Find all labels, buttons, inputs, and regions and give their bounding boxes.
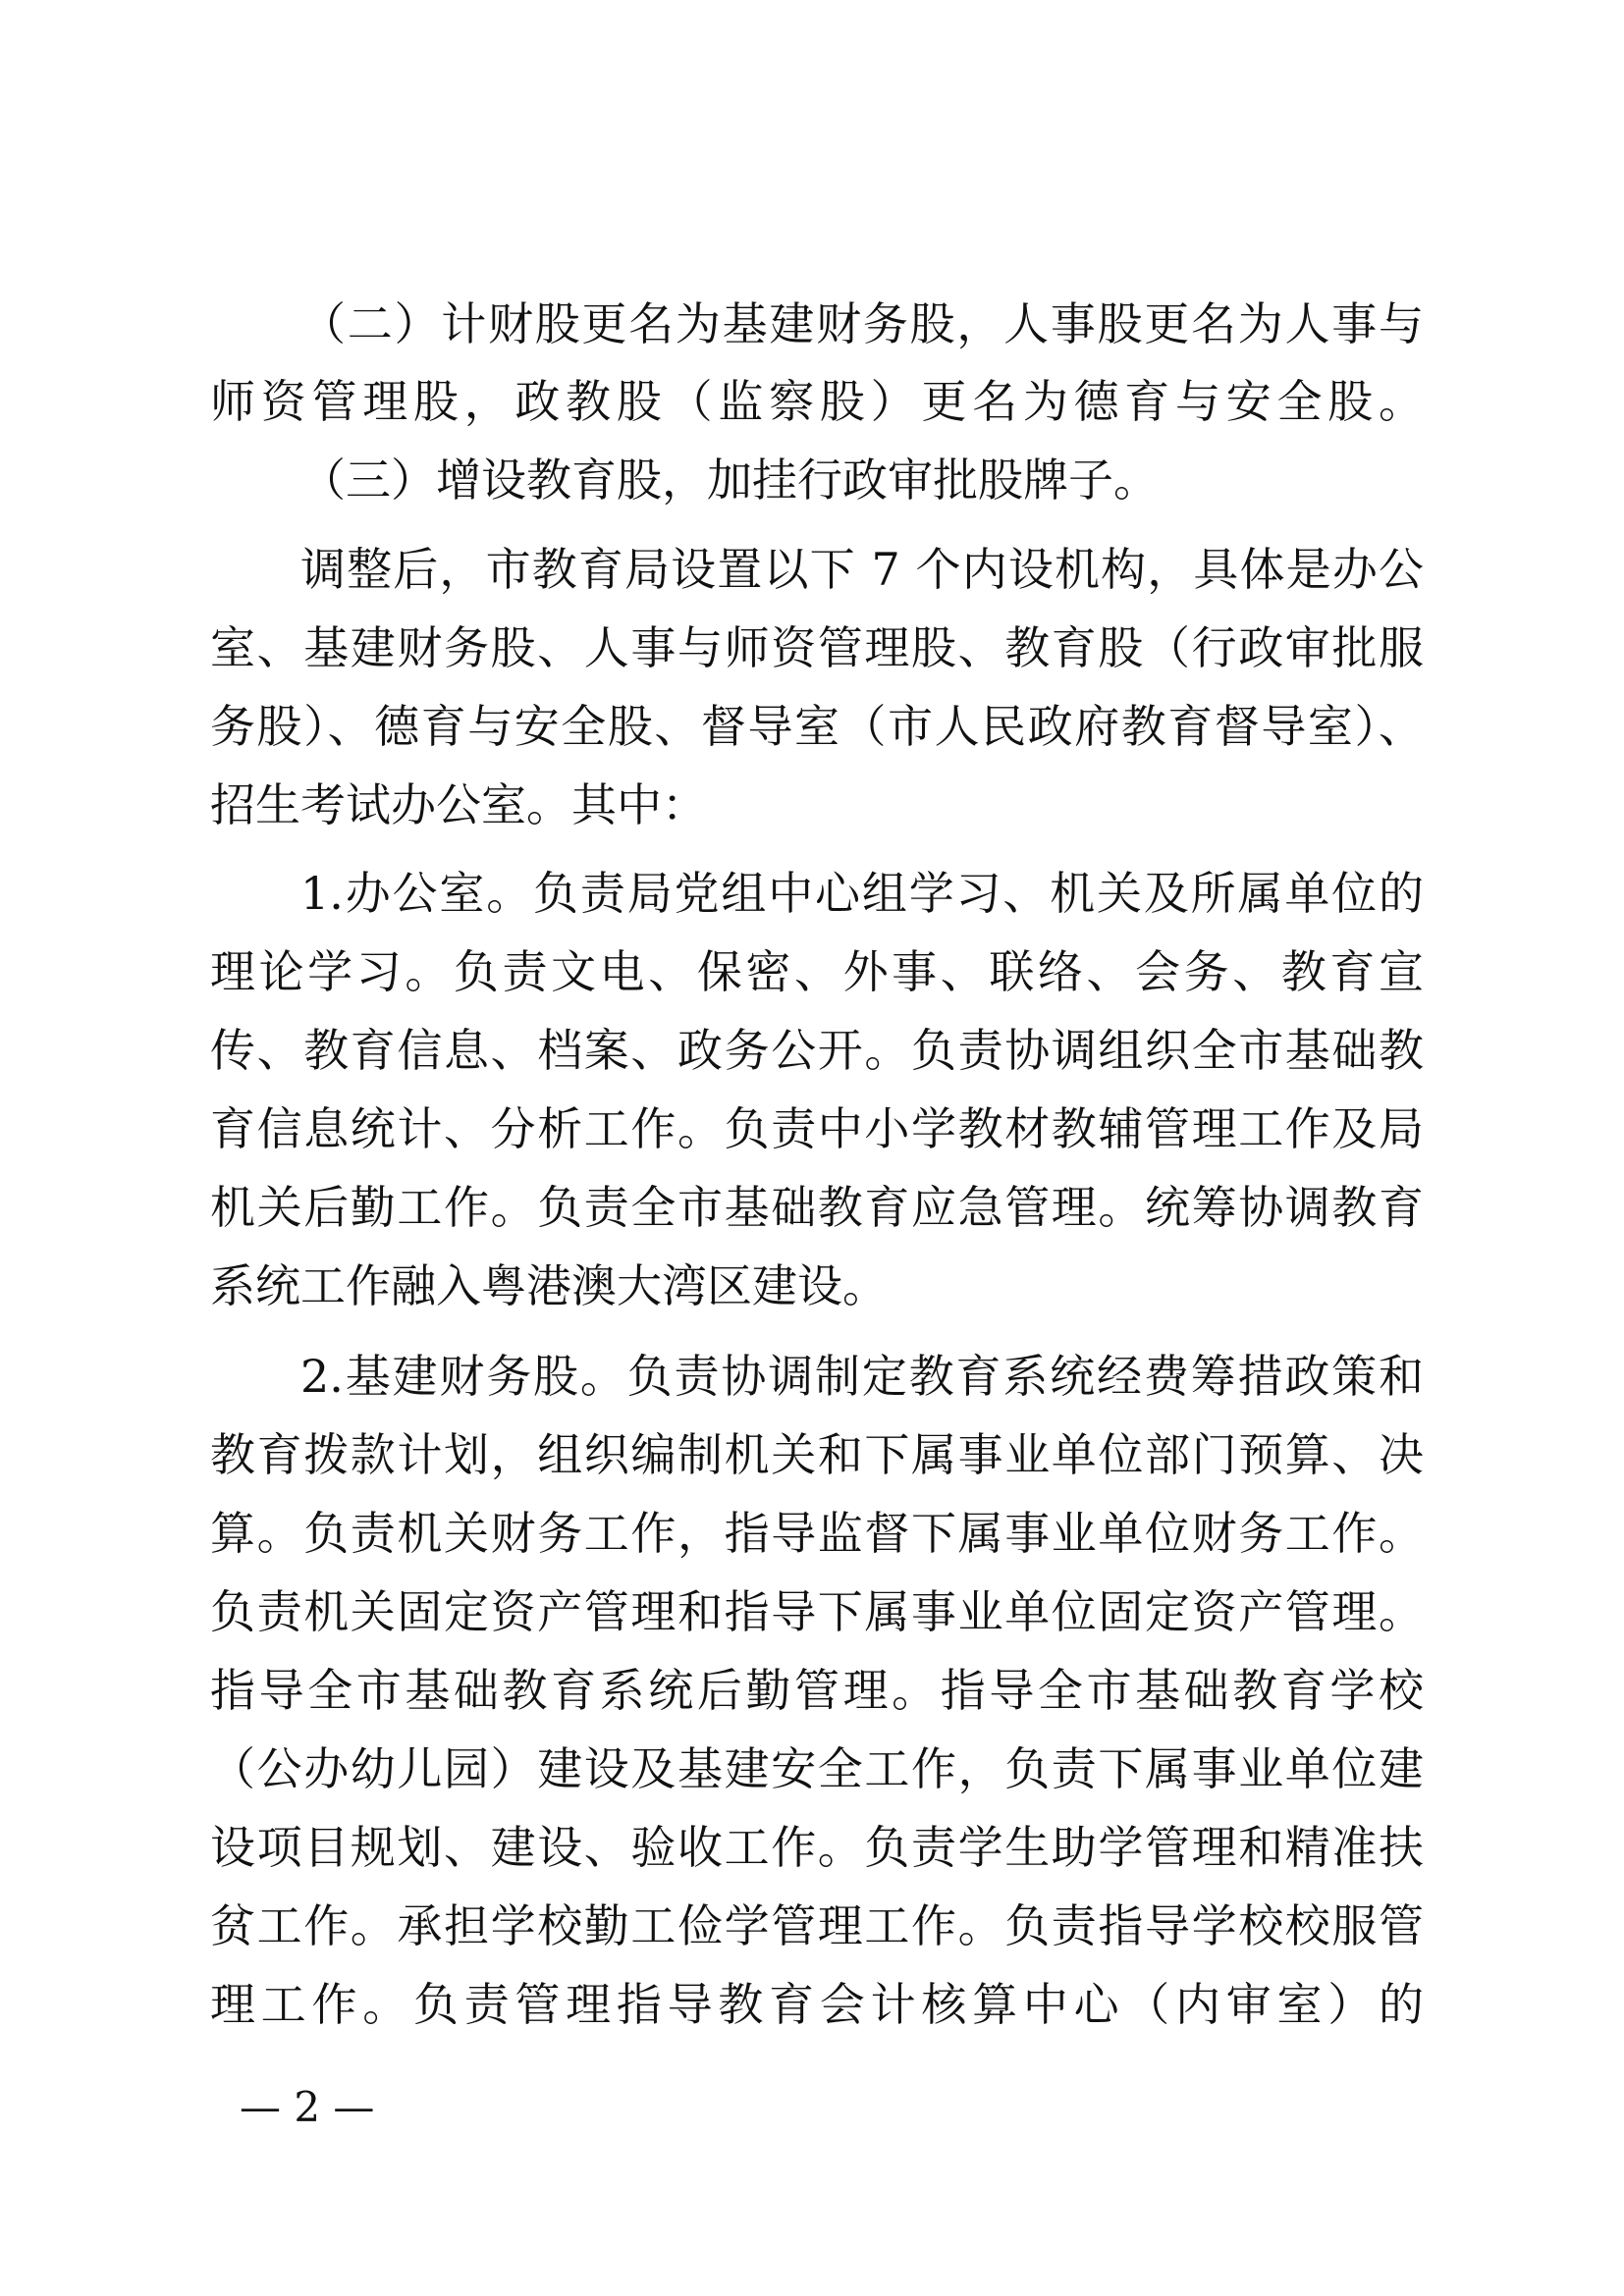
paragraph-line: 调整后，市教育局设置以下 7 个内设机构，具体是办公 [300, 543, 1424, 596]
page-number: — 2 — [240, 2083, 375, 2131]
paragraph-line: 教育拨款计划，组织编制机关和下属事业单位部门预算、决 [210, 1428, 1424, 1481]
paragraph-line: 负责机关固定资产管理和指导下属事业单位固定资产管理。 [210, 1585, 1424, 1638]
paragraph-line: 1.办公室。负责局党组中心组学习、机关及所属单位的 [300, 867, 1424, 920]
paragraph-line: 设项目规划、建设、验收工作。负责学生助学管理和精准扶 [210, 1821, 1424, 1874]
paragraph-line: 指导全市基础教育系统后勤管理。指导全市基础教育学校 [210, 1664, 1424, 1717]
paragraph-line: 务股）、德育与安全股、督导室（市人民政府教育督导室）、 [210, 700, 1424, 753]
paragraph-line: 2.基建财务股。负责协调制定教育系统经费筹措政策和 [300, 1350, 1424, 1403]
paragraph-line: 招生考试办公室。其中： [210, 778, 707, 831]
paragraph-line: 室、基建财务股、人事与师资管理股、教育股（行政审批服 [210, 621, 1424, 674]
paragraph-line: 理工作。负责管理指导教育会计核算中心（内审室）的 [210, 1978, 1424, 2031]
paragraph-line: 传、教育信息、档案、政务公开。负责协调组织全市基础教 [210, 1024, 1424, 1077]
paragraph-line: （公办幼儿园）建设及基建安全工作，负责下属事业单位建 [210, 1742, 1424, 1795]
paragraph-line: 师资管理股，政教股（监察股）更名为德育与安全股。 [210, 375, 1424, 428]
paragraph-line: 算。负责机关财务工作，指导监督下属事业单位财务工作。 [210, 1507, 1424, 1560]
paragraph-line: 机关后勤工作。负责全市基础教育应急管理。统筹协调教育 [210, 1181, 1424, 1234]
paragraph-line: 系统工作融入粤港澳大湾区建设。 [210, 1259, 888, 1312]
paragraph-line: 育信息统计、分析工作。负责中小学教材教辅管理工作及局 [210, 1102, 1424, 1155]
paragraph-line: （二）计财股更名为基建财务股，人事股更名为人事与 [300, 297, 1424, 350]
paragraph-line: （三）增设教育股，加挂行政审批股牌子。 [300, 454, 1159, 507]
paragraph-line: 贫工作。承担学校勤工俭学管理工作。负责指导学校校服管 [210, 1899, 1424, 1952]
paragraph-line: 理论学习。负责文电、保密、外事、联络、会务、教育宣 [210, 945, 1424, 998]
